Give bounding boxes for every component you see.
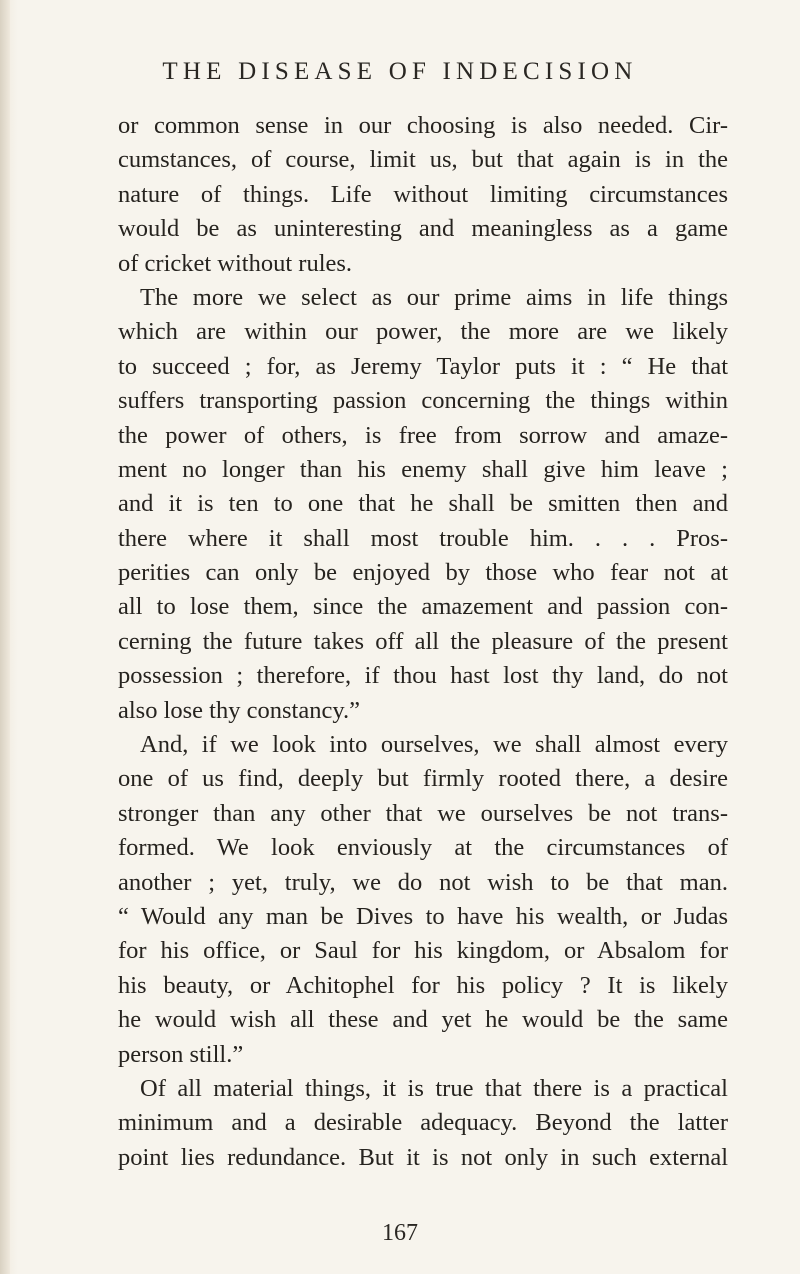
text-line: stronger than any other that we ourselves be not trans- <box>118 799 728 827</box>
text-line: of cricket without rules. <box>118 249 353 277</box>
text-line: he would wish all these and yet he would be the same <box>118 1006 728 1034</box>
text-line: And, if we look into ourselves, we shall almost every <box>140 731 728 759</box>
text-line: his beauty, or Achitophel for his policy ? It is likely <box>118 971 728 999</box>
text-line: or common sense in our choosing is also needed. Cir- <box>118 112 728 139</box>
text-line: also lose thy constancy.” <box>118 696 360 724</box>
text-line: nature of things. Life without limiting circumstances <box>118 180 728 208</box>
text-line: possession ; therefore, if thou hast lost thy land, do not <box>118 662 728 690</box>
text-line: one of us find, deeply but firmly rooted there, a desire <box>118 765 728 793</box>
page-gutter-shadow <box>0 0 10 1274</box>
text-line: “ Would any man be Dives to have his wealth, or Judas <box>118 902 728 930</box>
text-line: which are within our power, the more are we likely <box>118 318 728 346</box>
text-line: The more we select as our prime aims in life things <box>140 283 728 311</box>
text-line: Of all material things, it is true that there is a practical <box>140 1074 728 1102</box>
body-text <box>118 109 728 1175</box>
text-line: cumstances, of course, limit us, but that again is in the <box>118 146 728 174</box>
text-line: person still.” <box>118 1040 244 1068</box>
page-number: 167 <box>382 1220 418 1246</box>
text-line: would be as uninteresting and meaningless as a game <box>118 215 728 243</box>
text-line: there where it shall most trouble him. . . . Pros- <box>118 524 728 552</box>
text-line: all to lose them, since the amazement and passion con- <box>118 593 728 621</box>
text-line: point lies redundance. But it is not only in such external <box>118 1143 728 1171</box>
text-line: perities can only be enjoyed by those who fear not at <box>118 559 728 587</box>
text-line: cerning the future takes off all the pleasure of the present <box>118 627 728 655</box>
text-line: minimum and a desirable adequacy. Beyond the latter <box>118 1109 728 1137</box>
text-line: and it is ten to one that he shall be smitten then and <box>118 490 728 518</box>
text-line: suffers transporting passion concerning the things within <box>118 387 728 415</box>
running-head: THE DISEASE OF INDECISION <box>162 58 638 85</box>
text-line: formed. We look enviously at the circumstances of <box>118 834 728 862</box>
text-line: ment no longer than his enemy shall give him leave ; <box>118 455 728 483</box>
text-line: the power of others, is free from sorrow and amaze- <box>118 421 728 449</box>
text-line: to succeed ; for, as Jeremy Taylor puts it : “ He that <box>118 352 728 380</box>
text-line: another ; yet, truly, we do not wish to be that man. <box>118 868 728 896</box>
text-line: for his office, or Saul for his kingdom, or Absalom for <box>118 937 728 965</box>
